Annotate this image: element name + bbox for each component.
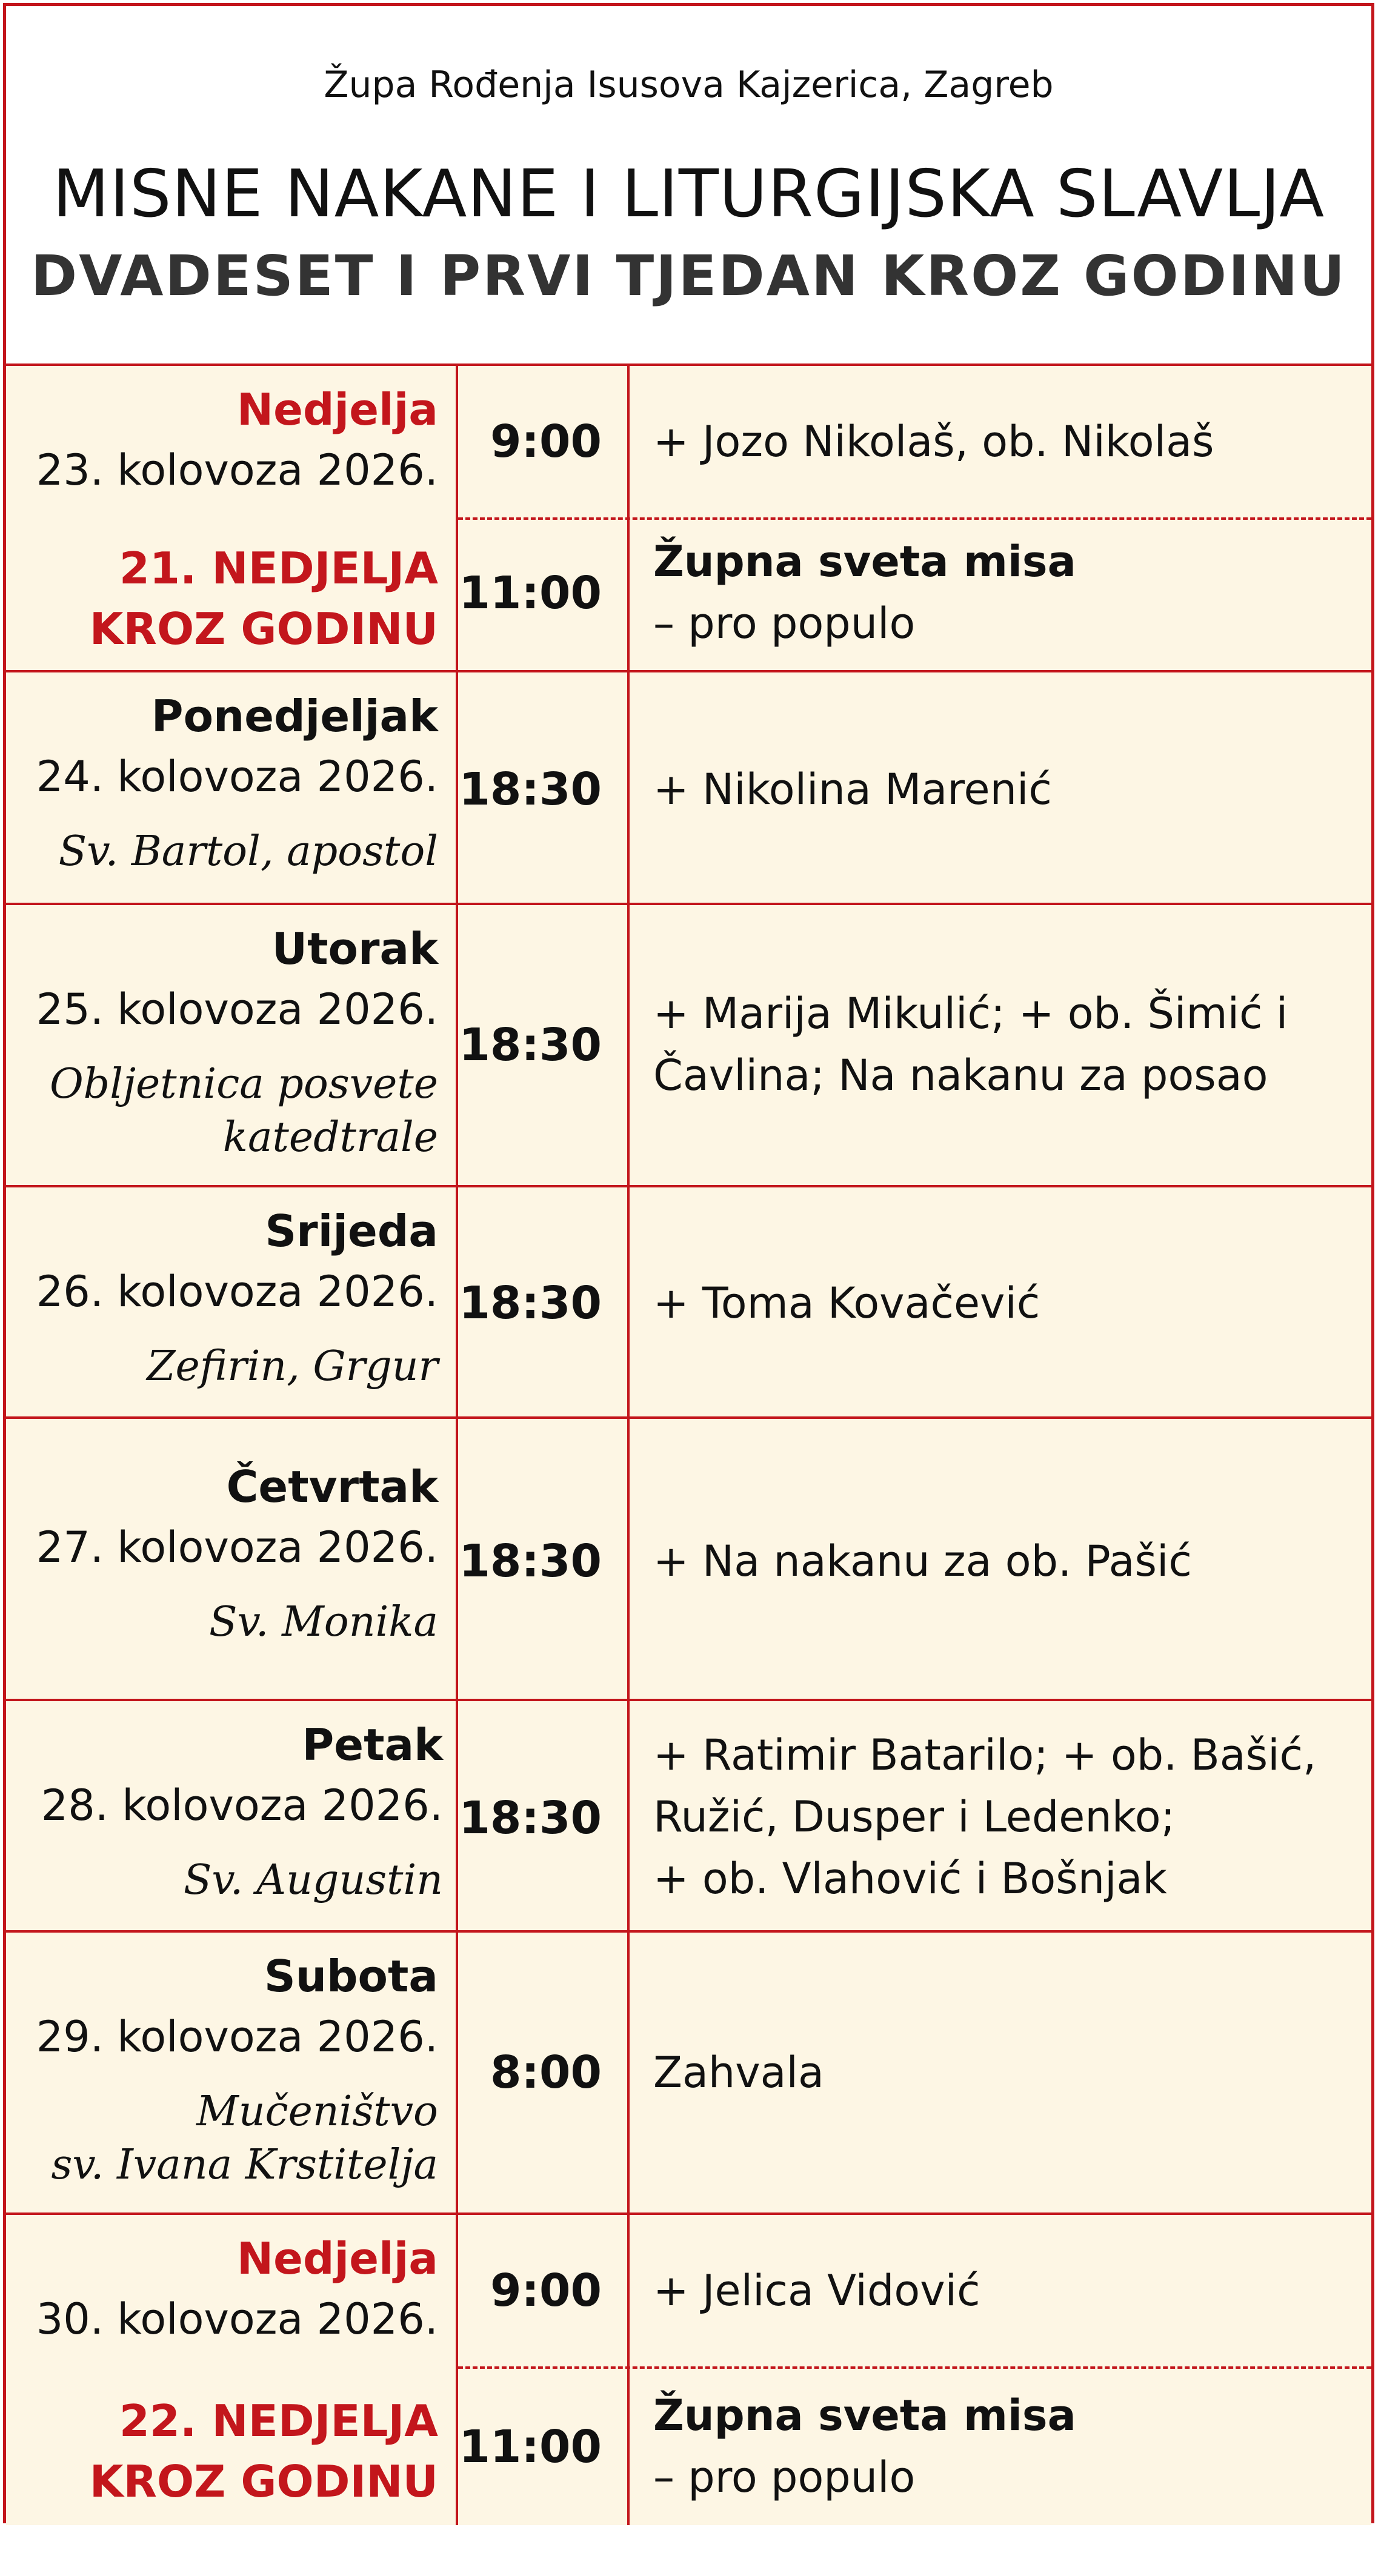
intention-bold: Župna sveta misa xyxy=(653,537,1076,586)
mass-intention: + Nikolina Marenić xyxy=(653,765,1052,814)
row-divider xyxy=(458,517,1371,520)
date: 30. kolovoza 2026. xyxy=(36,2294,438,2344)
table-row xyxy=(6,1416,1371,1699)
table-row xyxy=(6,363,1371,670)
feast-line: 22. NEDJELJA xyxy=(119,2395,438,2446)
saint-line: Mučeništvo xyxy=(196,2088,438,2136)
mass-time: 8:00 xyxy=(490,2047,602,2099)
mass-time: 18:30 xyxy=(459,1792,602,1844)
mass-intention: + Na nakanu za ob. Pašić xyxy=(653,1536,1192,1586)
date: 28. kolovoza 2026. xyxy=(41,1781,443,1830)
day-name: Subota xyxy=(264,1951,438,2002)
date: 27. kolovoza 2026. xyxy=(36,1522,438,1572)
saint-line: sv. Ivana Krstitelja xyxy=(51,2141,438,2189)
day-cell xyxy=(36,2228,438,2349)
header xyxy=(6,6,1371,367)
mass-intention xyxy=(653,983,1356,1106)
mass-intention xyxy=(653,531,1356,654)
table-row xyxy=(6,1699,1371,1930)
feast-line: KROZ GODINU xyxy=(89,2456,438,2507)
table-row xyxy=(6,2213,1371,2525)
parish-name: Župa Rođenja Isusova Kajzerica, Zagreb xyxy=(324,64,1054,106)
day-name: Srijeda xyxy=(265,1206,438,1256)
mass-intention xyxy=(653,1724,1356,1910)
row-divider xyxy=(458,2366,1371,2369)
day-cell xyxy=(36,918,438,1164)
intention-note: – pro populo xyxy=(653,599,916,648)
schedule-frame xyxy=(3,3,1374,2523)
intention-line: Čavlina; Na nakanu za posao xyxy=(653,1051,1268,1100)
day-cell xyxy=(36,379,438,500)
mass-time: 18:30 xyxy=(459,1535,602,1587)
saint-line: Obljetnica posvete xyxy=(49,1060,438,1108)
date: 23. kolovoza 2026. xyxy=(36,445,438,495)
day-name: Petak xyxy=(302,1719,443,1770)
intention-note: – pro populo xyxy=(653,2452,916,2502)
day-cell xyxy=(36,686,438,878)
mass-time: 9:00 xyxy=(490,416,602,468)
date: 25. kolovoza 2026. xyxy=(36,984,438,1034)
feast-cell xyxy=(90,538,438,659)
day-name: Nedjelja xyxy=(236,384,438,435)
intention-line: + Marija Mikulić; + ob. Šimić i xyxy=(653,989,1288,1038)
day-name: Ponedjeljak xyxy=(151,691,438,742)
date: 26. kolovoza 2026. xyxy=(36,1267,438,1316)
intention-line: + Ratimir Batarilo; + ob. Bašić, xyxy=(653,1730,1317,1780)
intention-bold: Župna sveta misa xyxy=(653,2391,1076,2440)
day-cell xyxy=(36,1201,438,1393)
mass-time: 18:30 xyxy=(459,1277,602,1329)
day-name: Utorak xyxy=(271,923,438,974)
table-row xyxy=(6,1930,1371,2213)
mass-intention xyxy=(653,2385,1356,2508)
feast-cell xyxy=(90,2391,438,2512)
mass-intention: Zahvala xyxy=(653,2048,824,2097)
mass-time: 18:30 xyxy=(459,1019,602,1071)
day-name: Četvrtak xyxy=(226,1461,438,1512)
saint-line: Sv. Bartol, apostol xyxy=(58,828,438,875)
mass-time: 18:30 xyxy=(459,763,602,815)
date: 29. kolovoza 2026. xyxy=(36,2012,438,2062)
day-cell xyxy=(36,1946,438,2192)
mass-time: 11:00 xyxy=(459,567,602,619)
table-row xyxy=(6,1185,1371,1416)
intention-line: + ob. Vlahović i Bošnjak xyxy=(653,1854,1167,1904)
feast-line: 21. NEDJELJA xyxy=(119,543,438,594)
date: 24. kolovoza 2026. xyxy=(36,752,438,802)
page-title: MISNE NAKANE I LITURGIJSKA SLAVLJA xyxy=(52,156,1325,232)
saint-line: Sv. Monika xyxy=(208,1598,438,1646)
day-cell xyxy=(36,1456,438,1649)
saint-line: katedtrale xyxy=(222,1114,438,1161)
table-row xyxy=(6,903,1371,1185)
table-row xyxy=(6,670,1371,903)
saint-line: Zefirin, Grgur xyxy=(147,1343,438,1390)
feast-line: KROZ GODINU xyxy=(89,603,438,654)
day-name: Nedjelja xyxy=(236,2233,438,2284)
saint-line: Sv. Augustin xyxy=(183,1856,443,1904)
intention-line: Ružić, Dusper i Ledenko; xyxy=(653,1792,1176,1842)
mass-intention: + Jozo Nikolaš, ob. Nikolaš xyxy=(653,417,1214,466)
page-subtitle: DVADESET I PRVI TJEDAN KROZ GODINU xyxy=(30,244,1347,308)
mass-time: 9:00 xyxy=(490,2265,602,2317)
mass-time: 11:00 xyxy=(459,2421,602,2473)
mass-intention: + Jelica Vidović xyxy=(653,2266,980,2315)
mass-intention: + Toma Kovačević xyxy=(653,1278,1040,1328)
day-cell xyxy=(41,1715,443,1907)
